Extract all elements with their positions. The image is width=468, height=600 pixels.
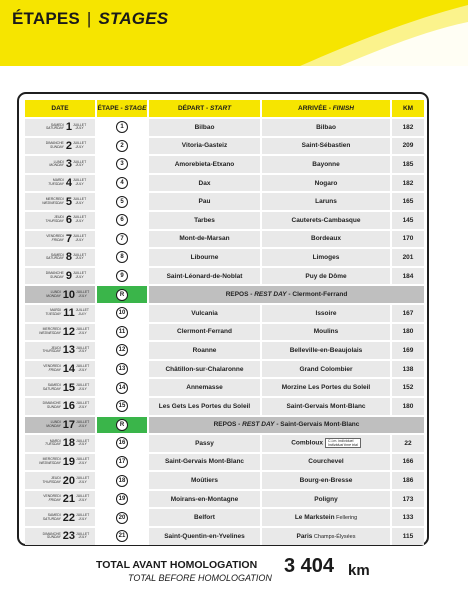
month: JUILLET JULY — [72, 196, 87, 205]
month: JUILLET JULY — [76, 382, 90, 391]
day-number: 13 — [62, 344, 76, 357]
stage-number-badge: 15 — [116, 400, 128, 412]
day-number: 3 — [65, 158, 72, 171]
weekday: LUNDI MONDAY — [46, 289, 61, 298]
day-number: 8 — [65, 251, 72, 264]
rest-day-label: REPOS - REST DAY - Clermont-Ferrand — [147, 286, 424, 303]
month: JUILLET JULY — [76, 475, 90, 484]
stage-number-badge: 21 — [116, 530, 128, 542]
weekday: DIMANCHE SUNDAY — [45, 271, 64, 280]
start-city: Saint-Gervais Mont-Blanc — [147, 454, 260, 471]
finish-city: Cauterets-Cambasque — [260, 212, 390, 229]
date-cell — [25, 119, 95, 136]
month: JUILLET JULY — [72, 122, 87, 131]
date-cell — [25, 398, 95, 415]
stage-number-badge: 11 — [116, 326, 128, 338]
month: JUILLET JULY — [76, 457, 90, 465]
stage-number-badge: R — [116, 289, 128, 301]
month: JUILLET JULY — [72, 234, 87, 242]
day-number: 12 — [62, 325, 76, 338]
stage-number-badge: 17 — [116, 456, 128, 468]
weekday: LUNDI MONDAY — [49, 159, 64, 168]
stages-card — [17, 92, 429, 546]
stage-cell — [95, 398, 147, 415]
col-header-stage: ÉTAPE - STAGE — [95, 100, 147, 117]
weekday: JEUDI THURSDAY — [42, 475, 61, 484]
table-header-row — [25, 100, 424, 117]
stage-number-badge: 7 — [116, 233, 128, 245]
day-number: 16 — [62, 400, 76, 413]
stage-number-badge: 5 — [116, 196, 128, 208]
stage-number-badge: 14 — [116, 382, 128, 394]
date-cell — [25, 193, 95, 210]
start-city: Vulcania — [147, 305, 260, 322]
start-city: Roanne — [147, 342, 260, 359]
weekday: DIMANCHE SUNDAY — [42, 531, 61, 540]
start-city: Belfort — [147, 509, 260, 526]
distance-km: 145 — [390, 212, 424, 229]
time-trial-note: C.l.m. individuel Individual time trial — [325, 438, 361, 448]
date-cell — [25, 361, 95, 378]
header-banner — [0, 0, 468, 66]
start-city: Clermont-Ferrand — [147, 324, 260, 341]
stages-body — [25, 119, 424, 545]
start-city: Amorebieta-Etxano — [147, 156, 260, 173]
total-label-fr: TOTAL AVANT HOMOLOGATION — [96, 559, 258, 571]
day-number: 18 — [62, 437, 76, 450]
distance-km: 167 — [390, 305, 424, 322]
distance-km: 182 — [390, 119, 424, 136]
day-number: 5 — [65, 195, 72, 208]
day-number: 17 — [62, 418, 76, 431]
month: JUILLET JULY — [72, 159, 87, 168]
weekday: DIMANCHE SUNDAY — [45, 141, 64, 149]
table-row — [25, 193, 424, 210]
weekday: SAMEDI SATURDAY — [45, 252, 64, 261]
month: JUILLET JULY — [76, 531, 90, 540]
stage-cell — [95, 379, 147, 396]
date-cell — [25, 454, 95, 471]
weekday: SAMEDI SATURDAY — [42, 512, 61, 521]
stage-number-badge: 20 — [116, 512, 128, 524]
day-number: 7 — [65, 232, 72, 245]
finish-city: Limoges — [260, 249, 390, 266]
month: JUILLET JULY — [76, 364, 90, 373]
table-row — [25, 342, 424, 359]
day-number: 20 — [62, 474, 76, 487]
finish-city: Belleville-en-Beaujolais — [260, 342, 390, 359]
table-row — [25, 156, 424, 173]
distance-km: 180 — [390, 324, 424, 341]
month: JUILLET JULY — [72, 252, 87, 261]
page-title-fr: ÉTAPES — [12, 9, 80, 28]
distance-km: 180 — [390, 398, 424, 415]
day-number: 21 — [62, 493, 76, 506]
day-number: 14 — [62, 363, 76, 376]
stage-number-badge: 2 — [116, 140, 128, 152]
weekday: VENDREDI FRIDAY — [43, 494, 61, 503]
stage-number-badge: 12 — [116, 344, 128, 356]
start-city: Dax — [147, 175, 260, 192]
start-city: Libourne — [147, 249, 260, 266]
table-row — [25, 454, 424, 471]
start-city: Vitoria-Gasteiz — [147, 138, 260, 155]
finish-city: Bilbao — [260, 119, 390, 136]
date-cell — [25, 342, 95, 359]
distance-km: 209 — [390, 138, 424, 155]
date-cell — [25, 305, 95, 322]
stage-number-badge: 19 — [116, 493, 128, 505]
table-row — [25, 398, 424, 415]
start-city: Moûtiers — [147, 472, 260, 489]
month: JUILLET JULY — [76, 345, 90, 354]
start-city: Moirans-en-Montagne — [147, 491, 260, 508]
stages-table — [25, 98, 424, 547]
finish-city: Bourg-en-Bresse — [260, 472, 390, 489]
finish-city: Nogaro — [260, 175, 390, 192]
date-cell — [25, 379, 95, 396]
date-cell — [25, 156, 95, 173]
date-cell — [25, 268, 95, 285]
stage-number-badge: 9 — [116, 270, 128, 282]
table-row — [25, 119, 424, 136]
distance-km: 185 — [390, 156, 424, 173]
finish-city: Puy de Dôme — [260, 268, 390, 285]
month: JUILLET JULY — [72, 215, 87, 224]
month: JUILLET JULY — [76, 401, 90, 410]
day-number: 4 — [65, 177, 72, 190]
distance-km: 173 — [390, 491, 424, 508]
stage-cell — [95, 324, 147, 341]
day-number: 1 — [65, 121, 72, 134]
start-city: Châtillon-sur-Chalaronne — [147, 361, 260, 378]
month: JUILLET JULY — [72, 178, 87, 187]
day-number: 10 — [62, 288, 76, 301]
stage-number-badge: 4 — [116, 177, 128, 189]
table-row — [25, 472, 424, 489]
start-city: Mont-de-Marsan — [147, 231, 260, 248]
page-title — [12, 9, 168, 29]
weekday: SAMEDI SATURDAY — [42, 382, 61, 391]
table-row — [25, 528, 424, 545]
date-cell — [25, 472, 95, 489]
stage-number-badge: 13 — [116, 363, 128, 375]
distance-km: 184 — [390, 268, 424, 285]
date-cell — [25, 286, 95, 303]
finish-city: Bordeaux — [260, 231, 390, 248]
table-row — [25, 324, 424, 341]
table-row — [25, 212, 424, 229]
page-title-en: STAGES — [98, 9, 169, 28]
stage-cell — [95, 138, 147, 155]
page-title-separator: | — [86, 9, 92, 28]
month: JUILLET JULY — [76, 512, 90, 521]
table-row — [25, 249, 424, 266]
stage-number-badge: 8 — [116, 251, 128, 263]
finish-city: Bayonne — [260, 156, 390, 173]
date-cell — [25, 509, 95, 526]
date-cell — [25, 435, 95, 452]
table-row — [25, 435, 424, 452]
stage-cell — [95, 509, 147, 526]
table-row — [25, 138, 424, 155]
stage-number-badge: 16 — [116, 437, 128, 449]
month: JUILLET JULY — [72, 271, 87, 280]
date-cell — [25, 417, 95, 434]
finish-suffix: Champs-Élysées — [312, 533, 356, 540]
stage-cell — [95, 175, 147, 192]
stage-cell — [95, 454, 147, 471]
weekday: JEUDI THURSDAY — [45, 215, 64, 224]
table-row — [25, 509, 424, 526]
stage-cell — [95, 156, 147, 173]
distance-km: 186 — [390, 472, 424, 489]
weekday: DIMANCHE SUNDAY — [42, 401, 61, 410]
date-cell — [25, 528, 95, 545]
stage-cell — [95, 268, 147, 285]
day-number: 2 — [65, 139, 72, 152]
distance-km: 165 — [390, 193, 424, 210]
distance-km: 166 — [390, 454, 424, 471]
stage-cell — [95, 435, 147, 452]
weekday: MARDI TUESDAY — [45, 438, 61, 447]
rest-day-row — [25, 286, 424, 303]
stage-number-badge: R — [116, 419, 128, 431]
finish-city: Issoire — [260, 305, 390, 322]
finish-city: Laruns — [260, 193, 390, 210]
total-label-en: TOTAL BEFORE HOMOLOGATION — [128, 573, 272, 583]
col-header-start: DÉPART - START — [147, 100, 260, 117]
start-city: Les Gets Les Portes du Soleil — [147, 398, 260, 415]
finish-city: Poligny — [260, 491, 390, 508]
day-number: 11 — [63, 307, 75, 320]
table-row — [25, 175, 424, 192]
distance-km: 169 — [390, 342, 424, 359]
stage-cell — [95, 231, 147, 248]
weekday: JEUDI THURSDAY — [42, 345, 61, 354]
finish-city: Combloux C.l.m. individuel Individual time trial — [260, 435, 390, 452]
weekday: LUNDI MONDAY — [46, 420, 61, 428]
month: JUILLET JULY — [76, 327, 90, 335]
month: JUILLET JULY — [76, 438, 90, 447]
distance-km: 152 — [390, 379, 424, 396]
day-number: 9 — [65, 270, 72, 283]
weekday: MERCREDI WEDNESDAY — [39, 327, 61, 335]
distance-km: 115 — [390, 528, 424, 545]
weekday: MARDI TUESDAY — [48, 178, 64, 187]
date-cell — [25, 231, 95, 248]
month: JUILLET JULY — [75, 308, 89, 317]
col-header-date: DATE — [25, 100, 95, 117]
start-city: Saint-Quentin-en-Yvelines — [147, 528, 260, 545]
stage-number-badge: 1 — [116, 121, 128, 133]
weekday: MERCREDI WEDNESDAY — [42, 196, 64, 205]
table-row — [25, 491, 424, 508]
stage-number-badge: 18 — [116, 475, 128, 487]
col-header-finish: ARRIVÉE - FINISH — [260, 100, 390, 117]
start-city: Tarbes — [147, 212, 260, 229]
date-cell — [25, 138, 95, 155]
distance-km: 170 — [390, 231, 424, 248]
date-cell — [25, 175, 95, 192]
stage-number-badge: 10 — [116, 307, 128, 319]
month: JUILLET JULY — [76, 494, 90, 503]
stage-cell — [95, 417, 147, 434]
day-number: 19 — [62, 455, 76, 468]
distance-km: 138 — [390, 361, 424, 378]
stage-cell — [95, 193, 147, 210]
start-city: Passy — [147, 435, 260, 452]
finish-city: Grand Colombier — [260, 361, 390, 378]
day-number: 23 — [62, 530, 76, 543]
distance-km: 22 — [390, 435, 424, 452]
stage-number-badge: 6 — [116, 214, 128, 226]
weekday: SAMEDI SATURDAY — [45, 122, 64, 131]
stage-cell — [95, 212, 147, 229]
stage-cell — [95, 249, 147, 266]
distance-km: 133 — [390, 509, 424, 526]
day-number: 22 — [62, 511, 76, 524]
finish-city: Saint-Sébastien — [260, 138, 390, 155]
date-cell — [25, 249, 95, 266]
table-row — [25, 361, 424, 378]
stage-cell — [95, 119, 147, 136]
stage-cell — [95, 342, 147, 359]
stage-cell — [95, 491, 147, 508]
start-city: Annemasse — [147, 379, 260, 396]
finish-city: Saint-Gervais Mont-Blanc — [260, 398, 390, 415]
finish-suffix: Fellering — [334, 515, 358, 522]
start-city: Saint-Léonard-de-Noblat — [147, 268, 260, 285]
table-row — [25, 231, 424, 248]
total-distance — [96, 555, 396, 595]
finish-city: Moulins — [260, 324, 390, 341]
stage-cell — [95, 528, 147, 545]
total-unit: km — [348, 562, 370, 579]
weekday: MARDI TUESDAY — [45, 308, 62, 317]
day-number: 6 — [65, 214, 72, 227]
rest-day-row — [25, 417, 424, 434]
table-row — [25, 379, 424, 396]
finish-city: Courchevel — [260, 454, 390, 471]
finish-city: Paris Champs-Élysées — [260, 528, 390, 545]
stage-cell — [95, 305, 147, 322]
stage-cell — [95, 472, 147, 489]
rest-day-label: REPOS - REST DAY - Saint-Gervais Mont-Blanc — [147, 417, 424, 434]
table-row — [25, 305, 424, 322]
day-number: 15 — [62, 381, 76, 394]
start-city: Bilbao — [147, 119, 260, 136]
finish-city: Morzine Les Portes du Soleil — [260, 379, 390, 396]
table-row — [25, 268, 424, 285]
date-cell — [25, 491, 95, 508]
finish-city: Le Markstein Fellering — [260, 509, 390, 526]
weekday: VENDREDI FRIDAY — [43, 364, 61, 373]
col-header-km: KM — [390, 100, 424, 117]
date-cell — [25, 324, 95, 341]
stage-cell — [95, 361, 147, 378]
month: JUILLET JULY — [76, 289, 90, 298]
stage-number-badge: 3 — [116, 158, 128, 170]
distance-km: 182 — [390, 175, 424, 192]
weekday: VENDREDI FRIDAY — [46, 234, 64, 242]
weekday: MERCREDI WEDNESDAY — [39, 457, 61, 465]
date-cell — [25, 212, 95, 229]
start-city: Pau — [147, 193, 260, 210]
stage-cell — [95, 286, 147, 303]
month: JUILLET JULY — [76, 420, 90, 428]
distance-km: 201 — [390, 249, 424, 266]
total-value: 3 404 — [284, 555, 335, 577]
month: JUILLET JULY — [72, 141, 87, 149]
